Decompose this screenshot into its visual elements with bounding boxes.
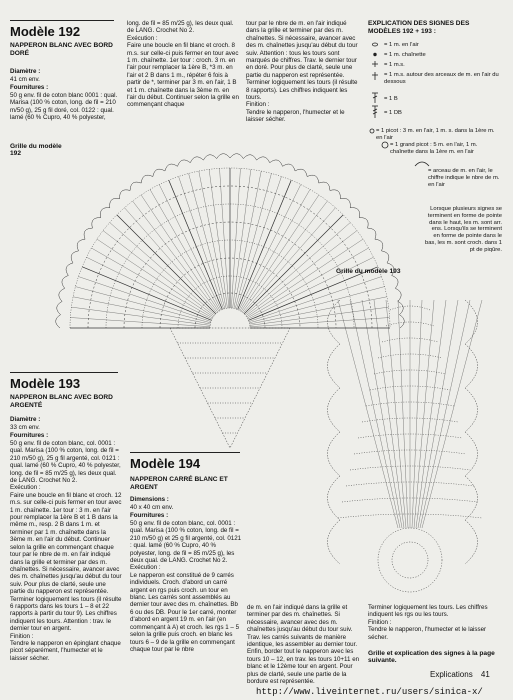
m193-rule xyxy=(10,372,118,373)
legend-title: EXPLICATION DES SIGNES DES MODÈLES 192 + 193 : xyxy=(368,20,470,35)
legend-item-arch: = arceau de m. en l'air, le chiffre indique le nbre de m. en l'air xyxy=(428,168,500,188)
m194-dim-value: 40 x 40 cm env. xyxy=(130,504,174,511)
footer-page-number: 41 xyxy=(480,670,490,679)
legend-item-slip: = 1 m. chaînette xyxy=(384,52,426,58)
m192-rule xyxy=(10,20,114,21)
m192-subtitle: NAPPERON BLANC AVEC BORD DORÉ xyxy=(10,42,113,57)
footer-url: http://www.liveinternet.ru/users/sinica-x/ xyxy=(256,687,483,697)
m192-fourn-text: 50 g env. fil de coton blanc 0001 : qual. Marisa (100 % coton, long. de fil = 210 m/50 g), 25 g fil doré, col. 0122 : qual. lamé (60 % Cupro, 40 % polyester, xyxy=(10,92,118,122)
legend-note: Lorsque plusieurs signes se terminent en forme de pointe dans le haut, les m. sont arr. ens. Lorsqu'ils se terminent en forme de pointe dans le bas, les m. sont croch. dans 1 pt de piqûre. xyxy=(424,206,502,253)
m192-grid-label: Grille du modèle 192 xyxy=(10,143,62,158)
m194-col3: Terminer logiquement les tours. Les chiffres indiquent les rgs ou les tours. Finition : Tendre le napperon, l'humecter et le laisser sécher. xyxy=(368,604,488,641)
m193-fourn-label: Fournitures : xyxy=(10,432,49,439)
m193-text: 50 g env. fil de coton blanc, col. 0001 : qual. Marisa (100 % coton, long. de fil = 210 m/50 g), 25 g fil argenté, col. 0121 : qual. lamé (60 % Cupro, 40 % polyester, long. de fil = 85 m/25 g), les deux qual. de LANG. Crochet No 2. Exécution : Faire une boucle en fil blanc et croch. 12 m.s. sur celle-ci puis fermer en tour avec 1 m. chaînette. 1er tour : 3 m. en l'air pour remplacer la 1ère B et 1 B dans la même m., resp. 2 B dans 1 m. et terminer par 1 m. chaînette dans la 3ème m. en l'air du début. Continuer selon la grille en commençant chaque tour par le nbre de m. en l'air indiqué dans la grille et terminer par des m. chaînettes. Si nécessaire, avancer avec des m. chaînettes jusqu'au début du tour suiv. Pour plus de clarté, seule une partie du napperon est représentée. Terminer logiquement les tours (il résulte 6 rapports dans les tours 1 – 8 et 22 rapports à partir du tour 9). Les chiffres indiquent les tours. Attention : trav. le dernier tour en argent. Finition : Tendre le napperon en épinglant chaque picot séparément, l'humecter et le laisser sécher. xyxy=(10,440,122,662)
m192-fourn-label: Fournitures : xyxy=(10,84,49,91)
legend-item-tr: = 1 DB xyxy=(384,110,402,116)
m192-diam-value: 41 cm env. xyxy=(10,76,40,83)
m193-diam-label: Diamètre : xyxy=(10,416,41,423)
m192-diam-label: Diamètre : xyxy=(10,68,41,75)
m194-col2: de m. en l'air indiqué dans la grille et terminer par des m. chaînettes. Si nécessaire, avancer avec des m. chaînettes jusqu'au début du tour suiv. Trav. les carrés suivants de manière identique, les assembler au dernier tour. Enfin, border tout le napperon avec les tours 10 – 12, en trav. les tours 10+11 en blanc et le 12ème tour en argent. Pour plus de clarté, seule une partie de la bordure est représentée. xyxy=(247,604,360,686)
legend-item-sc: = 1 m.s. xyxy=(384,62,405,68)
m192-title: Modèle 192 xyxy=(10,24,81,39)
m194-subtitle: NAPPERON CARRÉ BLANC ET ARGENT xyxy=(130,476,228,491)
m194-col1: 50 g env. fil de coton blanc, col. 0001 : qual. Marisa (100 % coton, long. de fil = 210 m/50 g) et 25 g fil argenté, col. 0121 : qual. lamé (60 % Cupro, 40 % polyester, long. de fil = 85 m/25 g), les deux qual. de LANG. Crochet No 2. Exécution : Le napperon est constitué de 9 carrés individuels. Croch. d'abord un carré argent en rgs puis croch. un tour en blanc. Les carrés sont assemblés au dernier tour avec des m. chaînettes. Bb 6 ou des DB. Pour le 1er carré, monter d'abord en argent 19 m. en l'air (en commençant à A) et croch. les rgs 1 – 5 selon la grille puis croch. en blanc les tours 6 – 9 de la grille en commençant chaque tour par le nbre xyxy=(130,520,242,653)
m192-col3: tour par le nbre de m. en l'air indiqué dans la grille et terminer par des m. chaînettes. Si nécessaire, avancer avec des m. chaînettes jusqu'au début du tour suiv. Attention : tous les tours sont marqués de chiffres. Trav. le dernier tour en doré. Pour plus de clarté, seule une partie du napperon est représentée. Terminer logiquement les tours (il résulte 8 rapports). Les chiffres indiquent les tours. Finition : Tendre le napperon, l'humecter et le laisser sécher. xyxy=(246,20,358,124)
footer-section-label: Explications xyxy=(430,670,473,679)
legend-item-picot: = 1 picot : 3 m. en l'air, 1 m. s. dans la 1ère m. en l'air xyxy=(376,128,495,141)
legend-item-dc: = 1 B xyxy=(384,96,398,102)
footer-section xyxy=(430,670,490,679)
chart-193 xyxy=(328,300,483,592)
m193-diam-value: 33 cm env. xyxy=(10,424,40,431)
m194-grid-note: Grille et explication des signes à la page suivante. xyxy=(368,650,495,665)
m194-dim-label: Dimensions : xyxy=(130,496,169,503)
legend-item-sc-around: = 1 m.s. autour des arceaux de m. en l'air du dessous xyxy=(384,72,499,85)
m194-title: Modèle 194 xyxy=(130,456,201,471)
m193-title: Modèle 193 xyxy=(10,376,81,391)
legend-item-chain: = 1 m. en l'air xyxy=(384,42,419,48)
m194-fourn-label: Fournitures : xyxy=(130,512,169,519)
m193-subtitle: NAPPERON BLANC AVEC BORD ARGENTÉ xyxy=(10,394,113,409)
m193-grid-label: Grille du modèle 193 xyxy=(336,268,401,275)
m194-rule xyxy=(130,452,240,453)
legend-item-big-picot: = 1 grand picot : 5 m. en l'air, 1 m. chaînette dans la 1ère m. en l'air xyxy=(390,142,478,155)
m192-col2: long. de fil = 85 m/25 g), les deux qual. de LANG. Crochet No 2. Exécution : Faire une boucle en fil blanc et croch. 8 m.s. sur celle-ci puis fermer en tour avec 1 m. chaînette. 1er tour : croch. 3 m. en l'air pour remplacer la 1ère B, *3 m. en l'air et 2 B dans 1 m., répéter 6 fois à partir de *, terminer par 3 m. en l'air, 1 B et 1 m. chaînette dans la 3ème m. en l'air du début. Continuer selon la grille en commençant chaque xyxy=(127,20,239,109)
